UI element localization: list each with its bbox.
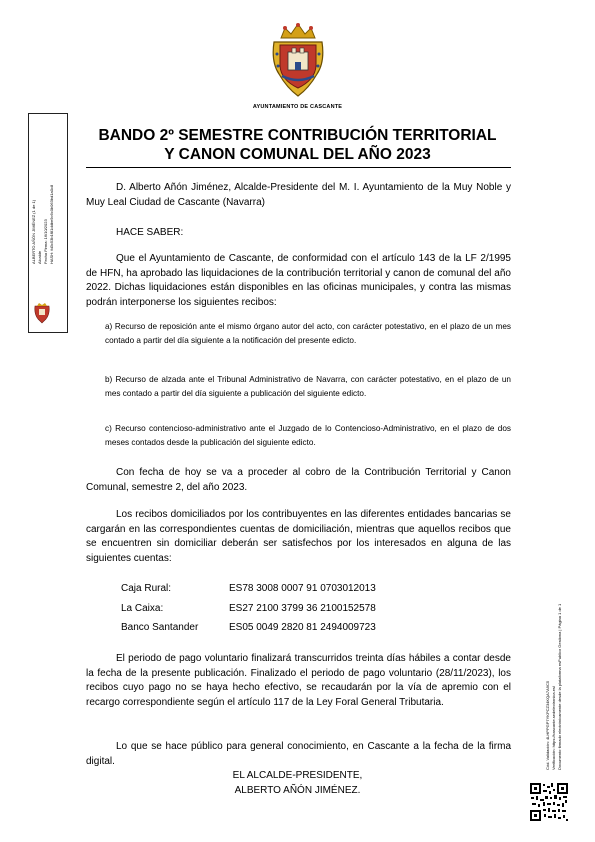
recurso-contencioso: c) Recurso contencioso-administrativo ante el Juzgado de lo Contencioso-Administrativo, en el plazo de dos meses contados desde la publicación del siguiente edicto. <box>105 424 511 447</box>
signature-role: EL ALCALDE-PRESIDENTE, <box>232 770 363 781</box>
validation-code-text: Cód. Validación: 4LHPPGP7YKPCZ34KQA7A9C5 <box>545 680 550 770</box>
stamp-line-2: Alcalde <box>37 250 42 264</box>
stamp-line-3: Fecha Firma: 16/10/2023 <box>43 219 48 264</box>
paragraph-conocimiento: Lo que se hace público para general conocimiento, en Cascante a la fecha de la firma digital. <box>86 741 511 767</box>
bank-name: Banco Santander <box>121 622 199 633</box>
qr-code[interactable] <box>529 782 569 822</box>
organization-name: AYUNTAMIENTO DE CASCANTE <box>252 104 343 110</box>
small-crest-icon <box>34 302 50 324</box>
recurso-reposicion: a) Recurso de reposición ante el mismo órgano autor del acto, con carácter potestativo, en el plazo de un mes contado a partir del día siguiente a la notificación del presente edicto. <box>105 322 511 345</box>
account-row <box>121 622 376 633</box>
signature-name: ALBERTO AÑÓN JIMÉNEZ. <box>234 785 361 796</box>
paragraph-liquidaciones: Que el Ayuntamiento de Cascante, de conformidad con el artículo 143 de la LF 2/1995 de HFN, ha aprobado las liquidaciones de la contribución territorial y canon de comunal del año 2022. Dichas liquidaciones están disponibles en las oficinas municipales, y contra las mismas podrán interponerse los siguientes recibos: <box>86 253 511 308</box>
signature-stamp-box <box>28 113 68 333</box>
intro-paragraph: D. Alberto Añón Jiménez, Alcalde-Presidente del M. I. Ayuntamiento de la Muy Noble y Muy Leal Ciudad de Cascante (Navarra) <box>86 182 511 208</box>
bank-name: Caja Rural: <box>121 583 172 594</box>
bank-iban: ES05 0049 2820 81 2494009723 <box>229 622 376 633</box>
paragraph-cobro: Con fecha de hoy se va a proceder al cobro de la Contribución Territorial y Canon Comunal, semestre 2, del año 2023. <box>86 467 511 493</box>
paragraph-domiciliados: Los recibos domiciliados por los contribuyentes en las diferentes entidades bancarias se cargarán en las correspondientes cuentas de domiciliación, mientras que aquellos recibos que se encuentren sin domiciliar deberán ser satisfechos por los interesados en alguna de las siguientes cuentas: <box>86 509 511 564</box>
account-row <box>121 583 376 594</box>
stamp-line-4: HASH: fd3c53b1f81ddbe9c6c0b063bd1a0c8 <box>49 184 54 264</box>
bank-iban: ES78 3008 0007 91 0703012013 <box>229 583 376 594</box>
paragraph-pago-voluntario: El periodo de pago voluntario finalizará transcurridos treinta días hábiles a contar desde la fecha de la presente publicación. Finalizado el periodo de pago voluntario (28/11/2023), los recibos cuyo pago no se haya hecho efectivo, se recaudarán por la vía de apremio con el recargo correspondiente según el artículo 117 de la Ley Foral General Tributaria. <box>86 653 511 708</box>
verification-url-text: Verificación: https://cascante.sedelectronica.es/ <box>551 685 556 770</box>
document-title <box>60 126 535 164</box>
coat-of-arms-logo <box>271 22 325 98</box>
stamp-line-1: ALBERTO AÑÓN JIMÉNEZ (1 de 1) <box>31 199 36 264</box>
title-divider <box>86 167 511 168</box>
esign-note-text: Documento firmado electrónicamente desde la plataforma esPublico Gestiona | Página 1 de 1 <box>557 603 562 770</box>
account-row <box>121 603 376 614</box>
bank-name: La Caixa: <box>121 603 164 614</box>
title-line-2: Y CANON COMUNAL DEL AÑO 2023 <box>164 146 431 163</box>
recurso-alzada: b) Recurso de alzada ante el Tribunal Administrativo de Navarra, con carácter potestativo, en el plazo de un mes contado a partir del día siguiente a publicación del siguiente edicto. <box>105 375 511 398</box>
bank-iban: ES27 2100 3799 36 2100152578 <box>229 603 376 614</box>
hace-saber-heading: HACE SABER: <box>116 227 184 238</box>
title-line-1: BANDO 2º SEMESTRE CONTRIBUCIÓN TERRITORIAL <box>98 127 497 144</box>
